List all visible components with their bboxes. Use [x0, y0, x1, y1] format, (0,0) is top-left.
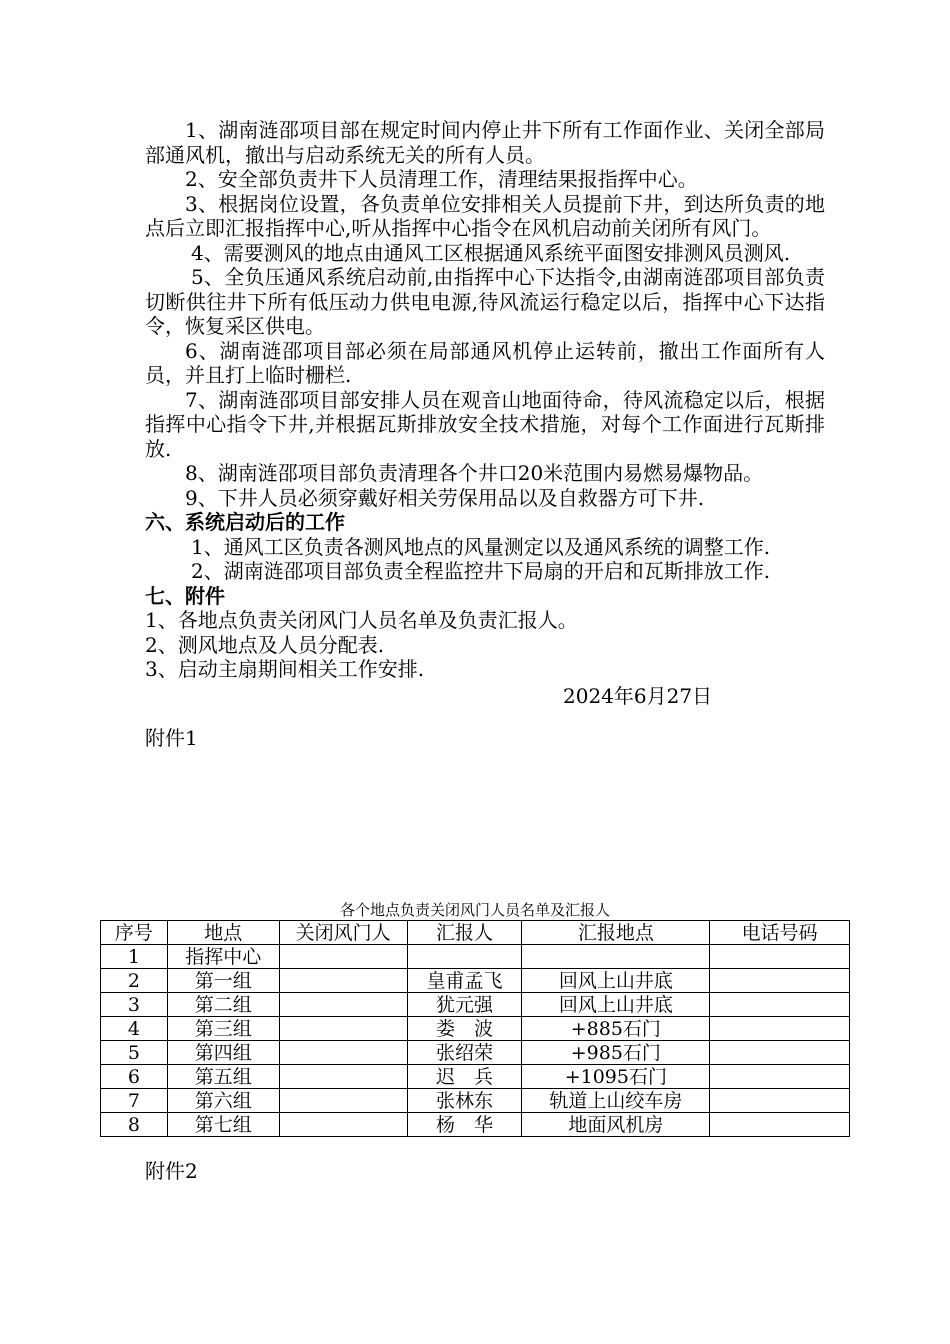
table-cell	[279, 969, 407, 993]
table-cell	[279, 1041, 407, 1065]
table-cell	[710, 993, 850, 1017]
table-cell: +885石门	[522, 1017, 710, 1041]
table-row	[101, 993, 850, 1017]
header-cell: 序号	[101, 921, 168, 945]
table-cell	[710, 1041, 850, 1065]
attachment-1-label: 附件1	[145, 726, 198, 750]
table-cell: 迟 兵	[407, 1065, 522, 1089]
header-cell: 地点	[167, 921, 279, 945]
table-cell	[279, 1113, 407, 1137]
table-cell: 3	[101, 993, 168, 1017]
header-cell: 关闭风门人	[279, 921, 407, 945]
table-cell	[710, 1089, 850, 1113]
pre-start-steps	[145, 118, 825, 510]
table-cell	[279, 1065, 407, 1089]
table-cell: 第一组	[167, 969, 279, 993]
step-paragraph: 6、湖南涟邵项目部必须在局部通风机停止运转前，撤出工作面所有人员，并且打上临时栅栏.	[145, 338, 825, 387]
table-cell: 第二组	[167, 993, 279, 1017]
table-cell: 第六组	[167, 1089, 279, 1113]
table-cell: 指挥中心	[167, 945, 279, 969]
table-cell: 轨道上山绞车房	[522, 1089, 710, 1113]
table-header-row	[101, 921, 850, 945]
table-cell: 8	[101, 1113, 168, 1137]
table-cell: 第五组	[167, 1065, 279, 1089]
table-cell: 第七组	[167, 1113, 279, 1137]
table-cell: 娄 波	[407, 1017, 522, 1041]
table-cell	[710, 945, 850, 969]
section-6-paragraph: 1、通风工区负责各测风地点的风量测定以及通风系统的调整工作.	[191, 534, 771, 559]
table-cell	[279, 1017, 407, 1041]
table-cell: +1095石门	[522, 1065, 710, 1089]
step-paragraph: 7、湖南涟邵项目部安排人员在观音山地面待命，待风流稳定以后，根据指挥中心指令下井,并根据瓦斯排放安全技术措施，对每个工作面进行瓦斯排放.	[145, 387, 825, 461]
table-cell	[522, 945, 710, 969]
table-cell: 第三组	[167, 1017, 279, 1041]
table-cell	[279, 993, 407, 1017]
document-date: 2024年6月27日	[563, 683, 713, 708]
header-cell: 汇报人	[407, 921, 522, 945]
table-row	[101, 1113, 850, 1137]
table-cell: 回风上山井底	[522, 969, 710, 993]
table-row	[101, 969, 850, 993]
table-cell: 张绍荣	[407, 1041, 522, 1065]
table-cell: +985石门	[522, 1041, 710, 1065]
step-paragraph: 8、湖南涟邵项目部负责清理各个井口20米范围内易燃易爆物品。	[185, 461, 764, 485]
attachment-list-item: 2、测风地点及人员分配表.	[145, 632, 385, 657]
table-cell: 犹元强	[407, 993, 522, 1017]
header-cell: 电话号码	[710, 921, 850, 945]
table-title: 各个地点负责关闭风门人员名单及汇报人	[339, 901, 610, 919]
table-cell: 7	[101, 1089, 168, 1113]
personnel-table	[100, 920, 850, 1137]
table-cell: 地面风机房	[522, 1113, 710, 1137]
table-cell	[407, 945, 522, 969]
table-cell	[710, 969, 850, 993]
section-7-heading: 七、附件	[145, 583, 225, 608]
table-cell: 杨 华	[407, 1113, 522, 1137]
table-row	[101, 1065, 850, 1089]
attachment-list-item: 1、各地点负责关闭风门人员名单及负责汇报人。	[145, 608, 578, 632]
table-cell: 张林东	[407, 1089, 522, 1113]
table-cell	[279, 1089, 407, 1113]
attachment-2-label: 附件2	[145, 1159, 198, 1183]
section-6-heading: 六、系统启动后的工作	[145, 510, 345, 534]
table-cell	[710, 1065, 850, 1089]
table-cell: 回风上山井底	[522, 993, 710, 1017]
table-row	[101, 945, 850, 969]
table-row	[101, 1041, 850, 1065]
header-cell: 汇报地点	[522, 921, 710, 945]
table-cell	[710, 1017, 850, 1041]
step-paragraph: 2、安全部负责井下人员清理工作，清理结果报指挥中心。	[185, 167, 698, 191]
step-paragraph: 9、下井人员必须穿戴好相关劳保用品以及自救器方可下井.	[185, 485, 705, 510]
section-6-paragraph: 2、湖南涟邵项目部负责全程监控井下局扇的开启和瓦斯排放工作.	[191, 559, 771, 583]
step-paragraph: 4、需要测风的地点由通风工区根据通风系统平面图安排测风员测风.	[191, 240, 791, 265]
table-cell: 第四组	[167, 1041, 279, 1065]
step-paragraph: 5、全负压通风系统启动前,由指挥中心下达指令,由湖南涟邵项目部负责切断供往井下所有低压动力供电电源,待风流运行稳定以后，指挥中心下达指令，恢复采区供电。	[145, 265, 825, 338]
table-row	[101, 1017, 850, 1041]
table-cell: 6	[101, 1065, 168, 1089]
document-body	[145, 118, 825, 750]
table-row	[101, 1089, 850, 1113]
step-paragraph: 1、湖南涟邵项目部在规定时间内停止井下所有工作面作业、关闭全部局部通风机，撤出与启动系统无关的所有人员。	[145, 118, 825, 167]
table-cell	[710, 1113, 850, 1137]
table-cell	[279, 945, 407, 969]
table-cell: 2	[101, 969, 168, 993]
step-paragraph: 3、根据岗位设置，各负责单位安排相关人员提前下井，到达所负责的地点后立即汇报指挥中心,听从指挥中心指令在风机启动前关闭所有风门。	[145, 191, 825, 240]
table-cell: 皇甫孟飞	[407, 969, 522, 993]
attachment-list-item: 3、启动主扇期间相关工作安排.	[145, 657, 425, 681]
table-cell: 5	[101, 1041, 168, 1065]
table-cell: 1	[101, 945, 168, 969]
table-cell: 4	[101, 1017, 168, 1041]
